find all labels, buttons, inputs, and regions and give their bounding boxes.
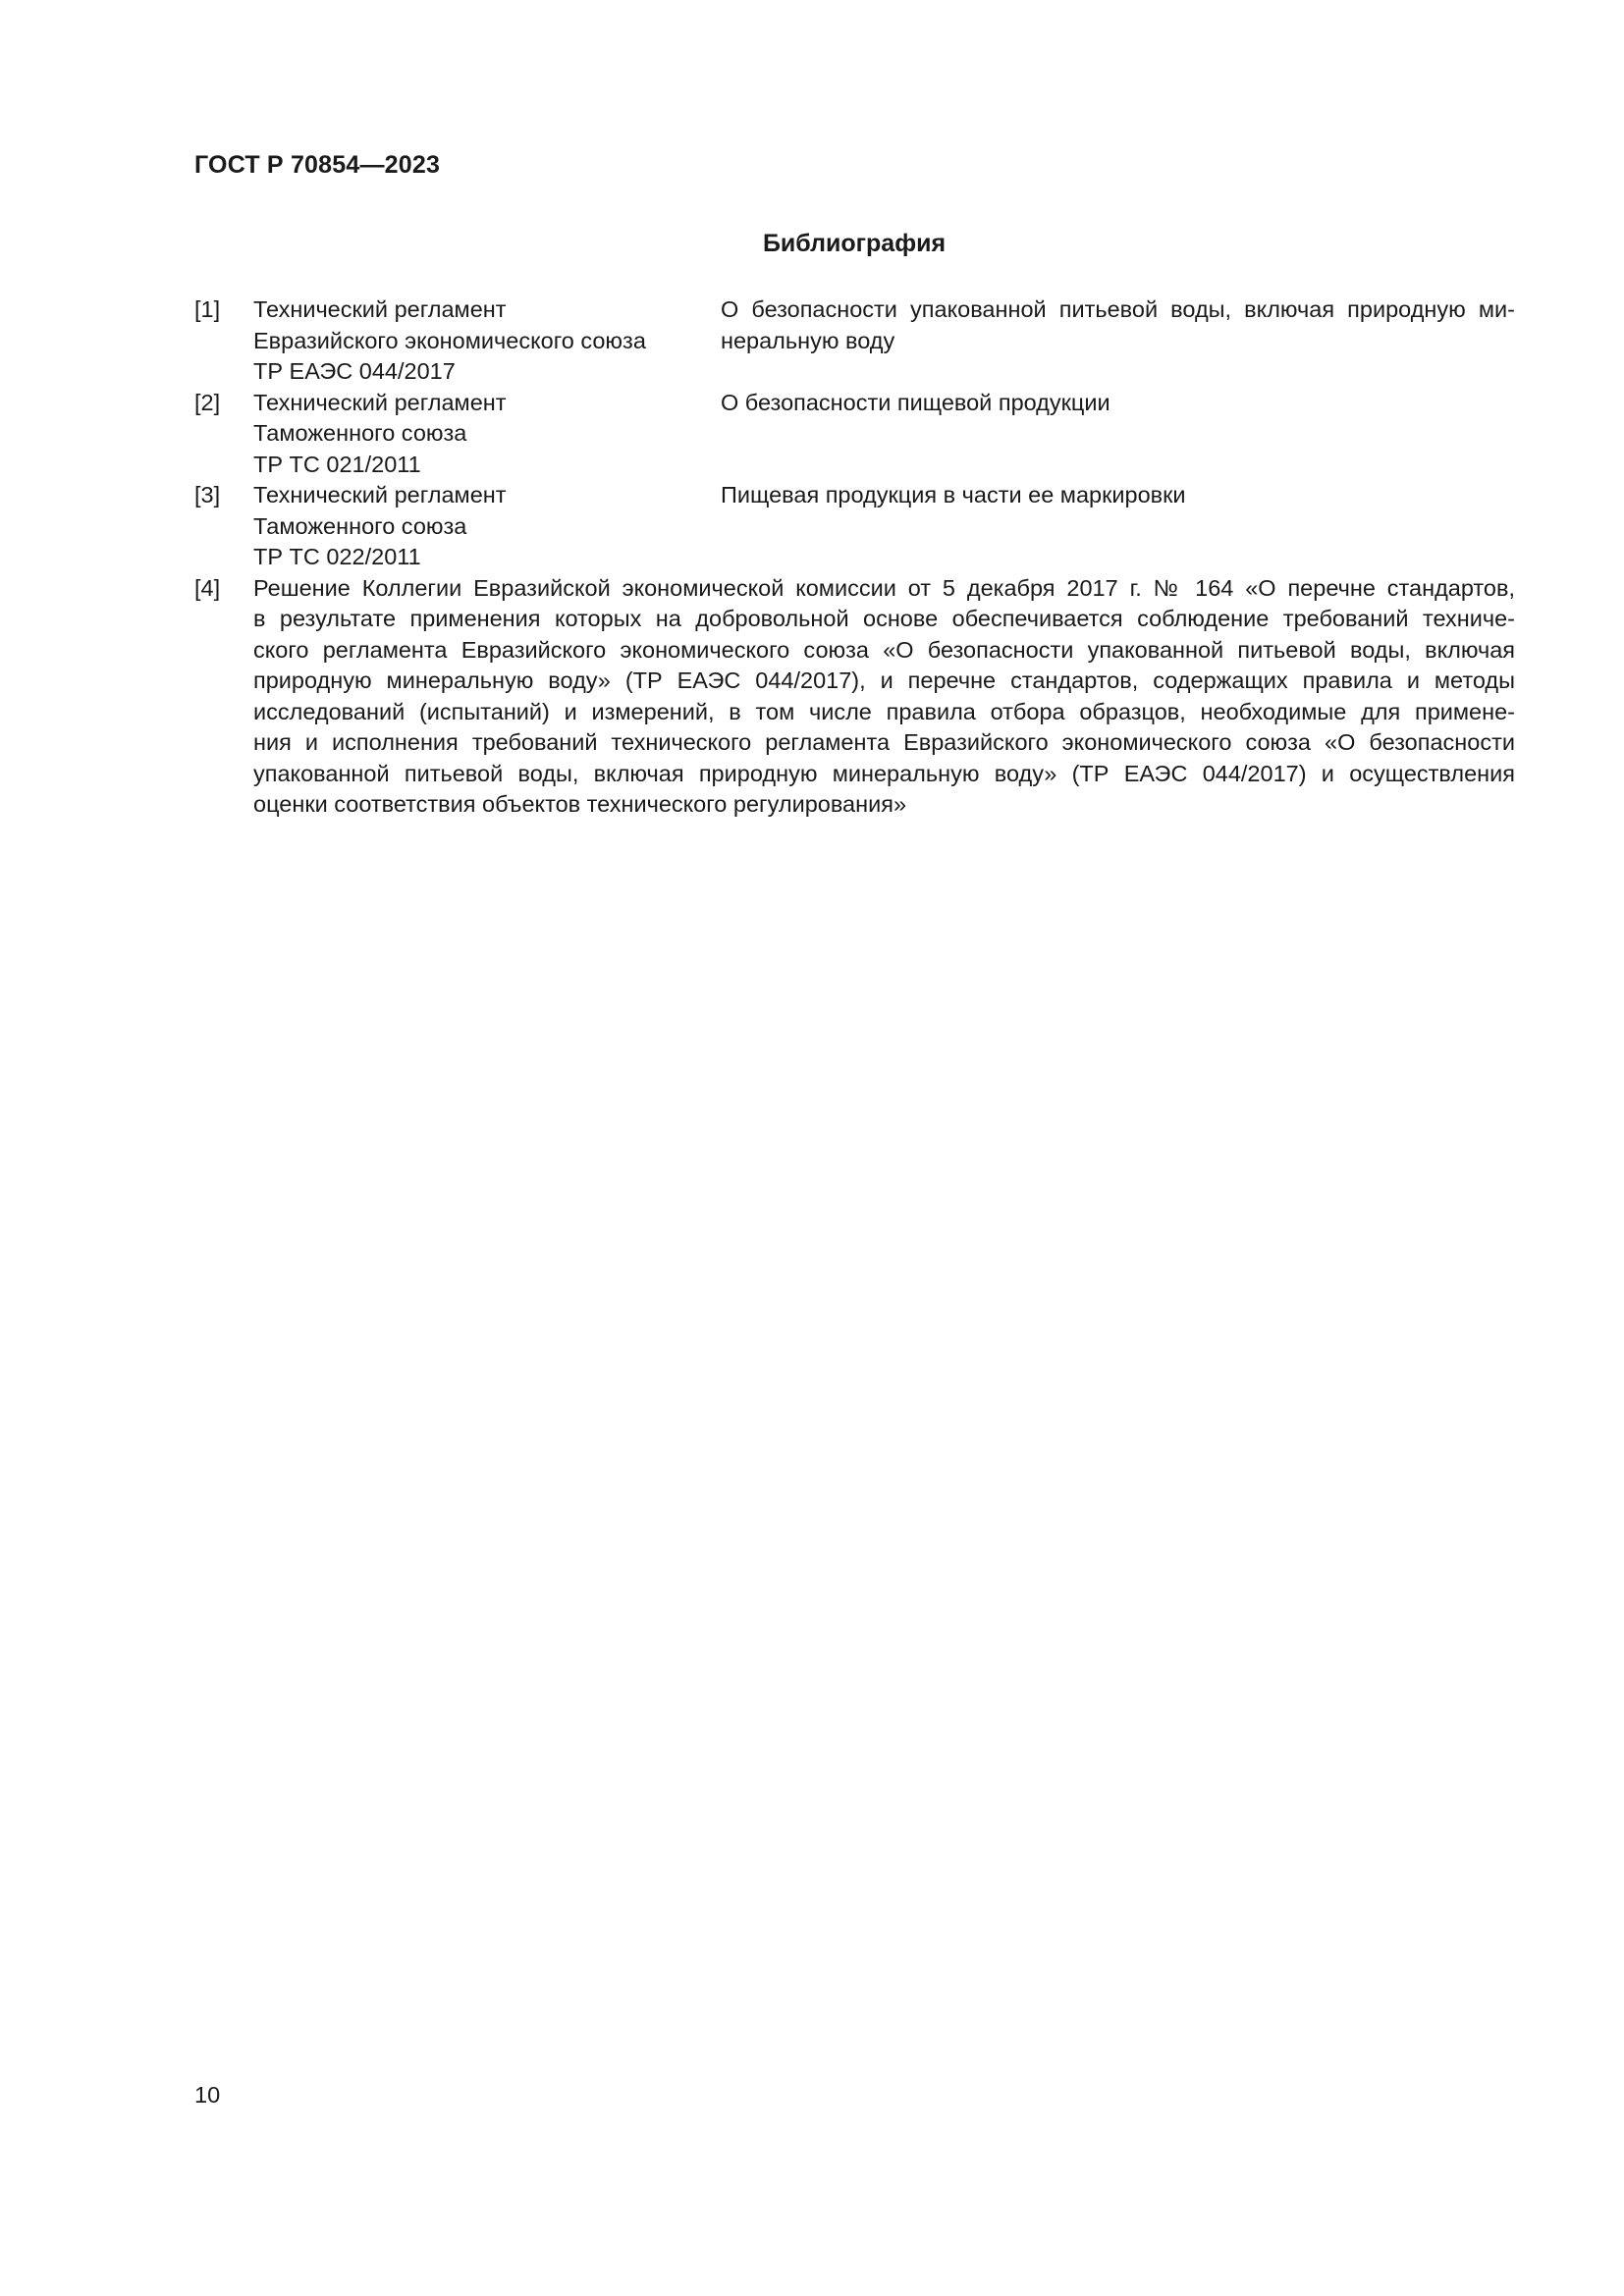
entry-document	[253, 480, 721, 573]
entry-text-line: оценки соответствия объектов технического регулирования»	[253, 791, 907, 817]
entry-title	[721, 480, 1515, 511]
entry-number: [4]	[194, 574, 221, 601]
entry-text-line: Решение Коллегии Евразийской экономической комиссии от 5 декабря 2017 г. № 164 «О перечне стандартов,	[253, 574, 1515, 601]
entry-text-line: ского регламента Евразийского экономического союза «О безопасности упакованной питьевой воды, включая	[253, 636, 1515, 663]
entry-document	[253, 294, 721, 388]
entry-title	[721, 388, 1515, 419]
entry-document-line: ТР ТС 022/2011	[253, 544, 421, 569]
section-title: Библиография	[762, 230, 947, 257]
entry-document-line: Таможенного союза	[253, 420, 467, 446]
entry-title-line: О безопасности упакованной питьевой воды, включая природную ми-	[721, 296, 1515, 322]
entry-number: [1]	[194, 296, 221, 322]
entry-title-line: неральную воду	[721, 327, 895, 353]
entry-text-line: в результате применения которых на добровольной основе обеспечивается соблюдение требований техниче-	[253, 606, 1515, 631]
entry-number: [3]	[194, 482, 221, 507]
bibliography-entry-2	[194, 388, 1515, 481]
standard-code-header: ГОСТ Р 70854—2023	[194, 151, 441, 179]
entry-text-line: природную минеральную воду» (ТР ЕАЭС 044/2017), и перечне стандартов, содержащих правила и методы	[253, 667, 1515, 693]
bibliography-entry-1	[194, 294, 1515, 388]
entry-title	[721, 294, 1515, 356]
entry-text-line: исследований (испытаний) и измерений, в том числе правила отбора образцов, необходимые для примене-	[253, 698, 1515, 724]
entry-document-line: Технический регламент	[253, 482, 507, 507]
entry-title-line: О безопасности пищевой продукции	[721, 389, 1110, 415]
entry-full-text	[253, 573, 1515, 821]
entry-document-line: Евразийского экономического союза	[253, 327, 646, 353]
entry-document-line: Технический регламент	[253, 296, 507, 322]
entry-document-line: Технический регламент	[253, 389, 507, 415]
entry-document-line: ТР ЕАЭС 044/2017	[253, 358, 456, 384]
entry-text-line: упакованной питьевой воды, включая природную минеральную воду» (ТР ЕАЭС 044/2017) и осуществления	[253, 760, 1515, 786]
bibliography-list	[194, 294, 1515, 821]
bibliography-entry-4	[194, 573, 1515, 821]
entry-document-line: ТР ТС 021/2011	[253, 451, 421, 477]
entry-document-line: Таможенного союза	[253, 512, 467, 539]
page-number: 10	[194, 2082, 221, 2108]
bibliography-entry-3	[194, 480, 1515, 573]
entry-number: [2]	[194, 389, 221, 415]
entry-text-line: ния и исполнения требований технического регламента Евразийского экономического союза «О безопасности	[253, 729, 1515, 755]
entry-title-line: Пищевая продукция в части ее маркировки	[721, 482, 1186, 507]
entry-document	[253, 388, 721, 481]
